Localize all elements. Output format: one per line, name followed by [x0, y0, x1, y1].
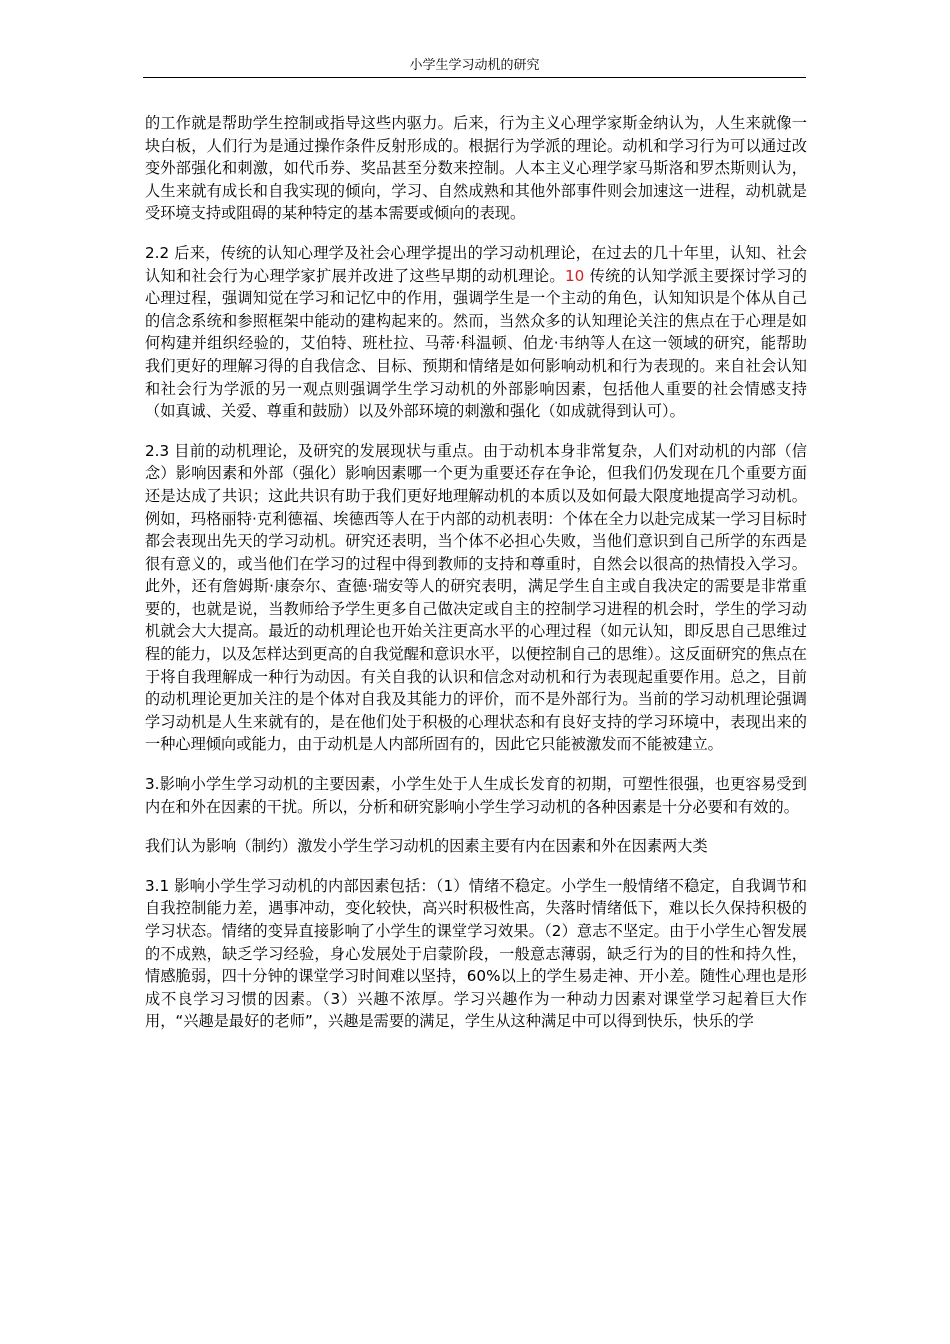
paragraph-behaviorism: 的工作就是帮助学生控制或指导这些内驱力。后来，行为主义心理学家斯金纳认为，人生来就像一块白板，人们行为是通过操作条件反射形成的。根据行为学派的理论。动机和学习行为可以通过改变外部强化和刺激，如代币券、奖品甚至分数来控制。人本主义心理学家马斯洛和罗杰斯则认为，人生来就有成长和自我实现的倾向，学习、自然成熟和其他外部事件则会加速这一进程，动机就是受环境支持或阻碍的某种特定的基本需要或倾向的表现。 [145, 114, 807, 223]
paragraph-2-2-text-before: 2.2 后来，传统的认知心理学及社会心理学提出的学习动机理论，在过去的几十年里，认知、社会认知和社会行为心理学家扩展并改进了这些早期的动机理论。 [145, 243, 807, 285]
reference-marker: 10 [565, 266, 585, 285]
paragraph-3-1: 3.1 影响小学生学习动机的内部因素包括：（1）情绪不稳定。小学生一般情绪不稳定，自我调节和自我控制能力差，遇事冲动，变化较快，高兴时积极性高，失落时情绪低下，难以长久保持积极的学习状态。情绪的变异直接影响了小学生的课堂学习效果。（2）意志不坚定。由于小学生心智发展的不成熟，缺乏学习经验，身心发展处于启蒙阶段，一般意志薄弱，缺乏行为的目的性和持久性，情感脆弱，四十分钟的课堂学习时间难以坚持，60%以上的学生易走神、开小差。随性心理也是形成不良学习习惯的因素。（3）兴趣不浓厚。学习兴趣作为一种动力因素对课堂学习起着巨大作用，“兴趣是最好的老师”，兴趣是需要的满足，学生从这种满足中可以得到快乐，快乐的学 [145, 876, 807, 1031]
header-rule [143, 77, 806, 78]
paragraph-2-2 [145, 242, 807, 423]
paragraph-3: 3.影响小学生学习动机的主要因素，小学生处于人生成长发育的初期，可塑性很强，也更容易受到内在和外在因素的干扰。所以，分析和研究影响小学生学习动机的各种因素是十分必要和有效的。 [145, 775, 807, 816]
paragraph-2-2-text-after: 传统的认知学派主要探讨学习的心理过程，强调知觉在学习和记忆中的作用，强调学生是一个主动的角色，认知知识是个体从自己的信念系统和参照框架中能动的建构起来的。然而，当然众多的认知理论关注的焦点在于心理是如何构建并组织经验的，艾伯特、班杜拉、马蒂·科温顿、伯龙·韦纳等人在这一领域的研究，能帮助我们更好的理解习得的自我信念、目标、预期和情绪是如何影响动机和行为表现的。来自社会认知和社会行为学派的另一观点则强调学生学习动机的外部影响因素，包括他人重要的社会情感支持（如真诚、关爱、尊重和鼓励）以及外部环境的刺激和强化（如成就得到认可）。 [145, 266, 807, 421]
paragraph-2-3: 2.3 目前的动机理论，及研究的发展现状与重点。由于动机本身非常复杂，人们对动机的内部（信念）影响因素和外部（强化）影响因素哪一个更为重要还存在争论，但我们仍发现在几个重要方面还是达成了共识；这此共识有助于我们更好地理解动机的本质以及如何最大限度地提高学习动机。例如，玛格丽特·克利德福、埃德西等人在于内部的动机表明：个体在全力以赴完成某一学习目标时都会表现出先天的学习动机。研究还表明，当个体不必担心失败，当他们意识到自己所学的东西是很有意义的，或当他们在学习的过程中得到教师的支持和尊重时，自然会以很高的热情投入学习。此外，还有詹姆斯·康奈尔、查德·瑞安等人的研究表明，满足学生自主或自我决定的需要是非常重要的，也就是说，当教师给予学生更多自己做决定或自主的控制学习进程的机会时，学生的学习动机就会大大提高。最近的动机理论也开始关注更高水平的心理过程（如元认知，即反思自己思维过程的能力，以及怎样达到更高的自我觉醒和意识水平，以便控制自己的思维）。这反面研究的焦点在于将自我理解成一种行为动因。有关自我的认识和信念对动机和行为表现起重要作用。总之，目前的动机理论更加关注的是个体对自我及其能力的评价，而不是外部行为。当前的学习动机理论强调学习动机是人生来就有的，是在他们处于积极的心理状态和有良好支持的学习环境中，表现出来的一种心理倾向或能力，由于动机是人内部所固有的，因此它只能被激发而不能被建立。 [145, 441, 807, 754]
paragraph-factors-summary: 我们认为影响（制约）激发小学生学习动机的因素主要有内在因素和外在因素两大类 [145, 837, 708, 856]
running-header: 小学生学习动机的研究 [409, 58, 540, 73]
body-text [145, 112, 807, 1050]
